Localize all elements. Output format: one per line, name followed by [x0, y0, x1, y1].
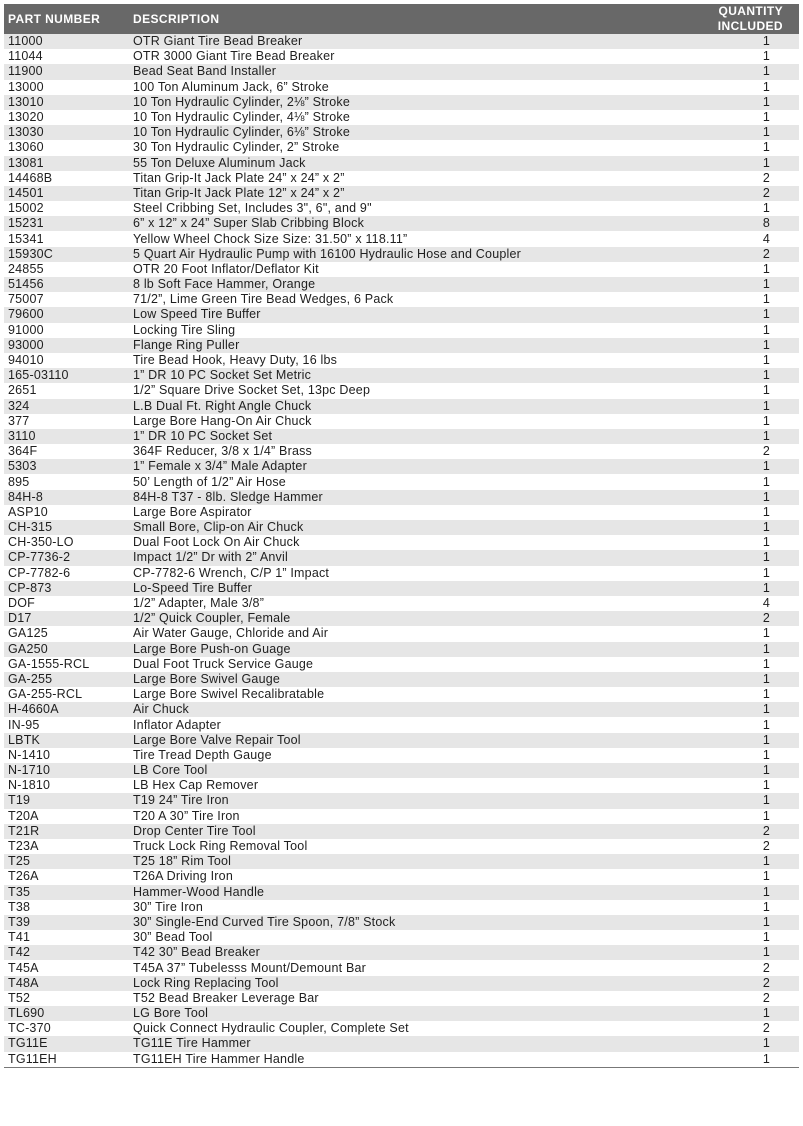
table-row	[4, 854, 799, 869]
description-cell: T20 A 30” Tire Iron	[129, 809, 654, 824]
table-row	[4, 171, 799, 186]
quantity-cell: 1	[654, 505, 799, 520]
part-number-cell: T21R	[4, 824, 129, 839]
table-row	[4, 140, 799, 155]
part-number-cell: H-4660A	[4, 702, 129, 717]
quantity-cell: 2	[654, 444, 799, 459]
description-cell: Drop Center Tire Tool	[129, 824, 654, 839]
quantity-cell: 1	[654, 262, 799, 277]
description-cell: Tire Tread Depth Gauge	[129, 748, 654, 763]
quantity-cell: 4	[654, 596, 799, 611]
part-number-cell: T38	[4, 900, 129, 915]
part-number-cell: ASP10	[4, 505, 129, 520]
part-number-cell: 13000	[4, 80, 129, 95]
quantity-cell: 1	[654, 323, 799, 338]
table-row	[4, 687, 799, 702]
description-cell: Impact 1/2” Dr with 2” Anvil	[129, 550, 654, 565]
parts-table	[4, 4, 799, 1068]
description-cell: 1” Female x 3/4” Male Adapter	[129, 459, 654, 474]
description-cell: TG11EH Tire Hammer Handle	[129, 1052, 654, 1068]
quantity-cell: 1	[654, 459, 799, 474]
description-cell: CP-7782-6 Wrench, C/P 1” Impact	[129, 566, 654, 581]
description-cell: Titan Grip-It Jack Plate 24” x 24” x 2”	[129, 171, 654, 186]
part-number-cell: 2651	[4, 383, 129, 398]
part-number-cell: T35	[4, 885, 129, 900]
quantity-cell: 1	[654, 809, 799, 824]
description-cell: Large Bore Aspirator	[129, 505, 654, 520]
quantity-cell: 1	[654, 945, 799, 960]
quantity-cell: 1	[654, 399, 799, 414]
table-row	[4, 839, 799, 854]
quantity-cell: 1	[654, 793, 799, 808]
quantity-cell: 1	[654, 429, 799, 444]
description-cell: Flange Ring Puller	[129, 338, 654, 353]
description-cell: 1” DR 10 PC Socket Set Metric	[129, 368, 654, 383]
description-cell: 10 Ton Hydraulic Cylinder, 4⅛” Stroke	[129, 110, 654, 125]
quantity-cell: 1	[654, 201, 799, 216]
quantity-cell: 2	[654, 839, 799, 854]
quantity-cell: 2	[654, 171, 799, 186]
part-number-cell: 11900	[4, 64, 129, 79]
table-row	[4, 581, 799, 596]
part-number-cell: 84H-8	[4, 490, 129, 505]
quantity-cell: 1	[654, 125, 799, 140]
quantity-cell: 1	[654, 566, 799, 581]
part-number-cell: 13030	[4, 125, 129, 140]
description-cell: T25 18” Rim Tool	[129, 854, 654, 869]
description-cell: L.B Dual Ft. Right Angle Chuck	[129, 399, 654, 414]
table-row	[4, 95, 799, 110]
description-cell: T19 24” Tire Iron	[129, 793, 654, 808]
part-number-cell: T23A	[4, 839, 129, 854]
part-number-cell: GA-1555-RCL	[4, 657, 129, 672]
part-number-cell: 11000	[4, 34, 129, 49]
description-cell: T26A Driving Iron	[129, 869, 654, 884]
table-row	[4, 672, 799, 687]
table-row	[4, 247, 799, 262]
table-row	[4, 156, 799, 171]
table-row	[4, 64, 799, 79]
description-cell: 8 lb Soft Face Hammer, Orange	[129, 277, 654, 292]
quantity-cell: 1	[654, 64, 799, 79]
part-number-cell: 13020	[4, 110, 129, 125]
part-number-cell: N-1410	[4, 748, 129, 763]
description-cell: Yellow Wheel Chock Size Size: 31.50” x 118.11”	[129, 231, 654, 246]
table-row	[4, 702, 799, 717]
part-number-cell: 3110	[4, 429, 129, 444]
description-cell: 5 Quart Air Hydraulic Pump with 16100 Hydraulic Hose and Coupler	[129, 247, 654, 262]
description-cell: Air Water Gauge, Chloride and Air	[129, 626, 654, 641]
description-cell: TG11E Tire Hammer	[129, 1036, 654, 1051]
table-row	[4, 657, 799, 672]
description-cell: T52 Bead Breaker Leverage Bar	[129, 991, 654, 1006]
table-body	[4, 34, 799, 1067]
part-number-cell: 324	[4, 399, 129, 414]
part-number-cell: TL690	[4, 1006, 129, 1021]
quantity-cell: 1	[654, 550, 799, 565]
quantity-cell: 1	[654, 520, 799, 535]
table-row	[4, 444, 799, 459]
table-row	[4, 869, 799, 884]
table-row	[4, 915, 799, 930]
part-number-cell: CP-7736-2	[4, 550, 129, 565]
quantity-cell: 1	[654, 763, 799, 778]
part-number-cell: TG11E	[4, 1036, 129, 1051]
table-row	[4, 505, 799, 520]
table-row	[4, 945, 799, 960]
quantity-cell: 2	[654, 611, 799, 626]
quantity-cell: 1	[654, 657, 799, 672]
description-cell: 30” Single-End Curved Tire Spoon, 7/8” Stock	[129, 915, 654, 930]
quantity-header: QUANTITY INCLUDED	[654, 4, 799, 34]
quantity-cell: 1	[654, 535, 799, 550]
part-number-cell: D17	[4, 611, 129, 626]
part-number-cell: 13010	[4, 95, 129, 110]
part-number-cell: CH-315	[4, 520, 129, 535]
table-row	[4, 566, 799, 581]
quantity-cell: 1	[654, 292, 799, 307]
table-row	[4, 292, 799, 307]
part-number-cell: GA125	[4, 626, 129, 641]
quantity-cell: 1	[654, 110, 799, 125]
quantity-cell: 1	[654, 626, 799, 641]
table-row	[4, 262, 799, 277]
description-cell: Bead Seat Band Installer	[129, 64, 654, 79]
quantity-cell: 1	[654, 353, 799, 368]
part-number-cell: LBTK	[4, 733, 129, 748]
part-number-cell: 15002	[4, 201, 129, 216]
table-row	[4, 976, 799, 991]
part-number-cell: T52	[4, 991, 129, 1006]
description-cell: Large Bore Push-on Guage	[129, 642, 654, 657]
table-row	[4, 383, 799, 398]
part-number-cell: N-1810	[4, 778, 129, 793]
quantity-cell: 1	[654, 34, 799, 49]
table-row	[4, 231, 799, 246]
part-number-cell: 11044	[4, 49, 129, 64]
quantity-cell: 1	[654, 900, 799, 915]
description-cell: 30” Tire Iron	[129, 900, 654, 915]
quantity-cell: 1	[654, 49, 799, 64]
quantity-cell: 8	[654, 216, 799, 231]
part-number-cell: T42	[4, 945, 129, 960]
table-row	[4, 885, 799, 900]
description-cell: Lo-Speed Tire Buffer	[129, 581, 654, 596]
description-cell: Truck Lock Ring Removal Tool	[129, 839, 654, 854]
part-number-cell: 24855	[4, 262, 129, 277]
table-row	[4, 368, 799, 383]
description-cell: Steel Cribbing Set, Includes 3", 6", and 9"	[129, 201, 654, 216]
table-row	[4, 748, 799, 763]
quantity-cell: 1	[654, 854, 799, 869]
quantity-cell: 1	[654, 474, 799, 489]
table-row	[4, 793, 799, 808]
quantity-cell: 1	[654, 307, 799, 322]
description-cell: Large Bore Valve Repair Tool	[129, 733, 654, 748]
description-cell: 55 Ton Deluxe Aluminum Jack	[129, 156, 654, 171]
table-row	[4, 186, 799, 201]
description-cell: 6” x 12” x 24” Super Slab Cribbing Block	[129, 216, 654, 231]
description-cell: Dual Foot Lock On Air Chuck	[129, 535, 654, 550]
part-number-cell: TC-370	[4, 1021, 129, 1036]
quantity-cell: 1	[654, 915, 799, 930]
part-number-cell: 79600	[4, 307, 129, 322]
part-number-cell: GA250	[4, 642, 129, 657]
description-cell: LB Core Tool	[129, 763, 654, 778]
table-row	[4, 490, 799, 505]
part-number-cell: 15930C	[4, 247, 129, 262]
part-number-cell: T45A	[4, 960, 129, 975]
description-cell: 1” DR 10 PC Socket Set	[129, 429, 654, 444]
description-cell: OTR 3000 Giant Tire Bead Breaker	[129, 49, 654, 64]
description-cell: OTR 20 Foot Inflator/Deflator Kit	[129, 262, 654, 277]
quantity-cell: 1	[654, 748, 799, 763]
quantity-cell: 1	[654, 1006, 799, 1021]
table-row	[4, 216, 799, 231]
description-cell: T42 30” Bead Breaker	[129, 945, 654, 960]
description-cell: 100 Ton Aluminum Jack, 6” Stroke	[129, 80, 654, 95]
table-row	[4, 596, 799, 611]
table-row	[4, 414, 799, 429]
table-row	[4, 34, 799, 49]
part-number-cell: 13081	[4, 156, 129, 171]
description-cell: 50’ Length of 1/2” Air Hose	[129, 474, 654, 489]
description-cell: Air Chuck	[129, 702, 654, 717]
table-row	[4, 338, 799, 353]
description-cell: Locking Tire Sling	[129, 323, 654, 338]
table-row	[4, 429, 799, 444]
part-number-cell: 13060	[4, 140, 129, 155]
table-row	[4, 733, 799, 748]
table-row	[4, 80, 799, 95]
part-number-cell: 895	[4, 474, 129, 489]
quantity-cell: 1	[654, 414, 799, 429]
part-number-cell: GA-255	[4, 672, 129, 687]
table-row	[4, 824, 799, 839]
table-row	[4, 125, 799, 140]
quantity-cell: 1	[654, 80, 799, 95]
description-cell: Small Bore, Clip-on Air Chuck	[129, 520, 654, 535]
description-cell: 1/2” Adapter, Male 3/8”	[129, 596, 654, 611]
quantity-cell: 1	[654, 778, 799, 793]
part-number-cell: CH-350-LO	[4, 535, 129, 550]
description-cell: 30 Ton Hydraulic Cylinder, 2” Stroke	[129, 140, 654, 155]
quantity-cell: 1	[654, 383, 799, 398]
description-cell: 1/2” Square Drive Socket Set, 13pc Deep	[129, 383, 654, 398]
part-number-cell: 364F	[4, 444, 129, 459]
description-cell: OTR Giant Tire Bead Breaker	[129, 34, 654, 49]
description-cell: Lock Ring Replacing Tool	[129, 976, 654, 991]
quantity-cell: 2	[654, 186, 799, 201]
description-cell: T45A 37” Tubelesss Mount/Demount Bar	[129, 960, 654, 975]
quantity-cell: 1	[654, 338, 799, 353]
description-cell: Titan Grip-It Jack Plate 12” x 24” x 2”	[129, 186, 654, 201]
part-number-cell: T25	[4, 854, 129, 869]
quantity-cell: 1	[654, 733, 799, 748]
quantity-cell: 1	[654, 702, 799, 717]
part-number-cell: T20A	[4, 809, 129, 824]
description-cell: 84H-8 T37 - 8lb. Sledge Hammer	[129, 490, 654, 505]
table-row	[4, 201, 799, 216]
description-cell: 71/2”, Lime Green Tire Bead Wedges, 6 Pack	[129, 292, 654, 307]
description-cell: LG Bore Tool	[129, 1006, 654, 1021]
description-cell: Quick Connect Hydraulic Coupler, Complete Set	[129, 1021, 654, 1036]
description-cell: LB Hex Cap Remover	[129, 778, 654, 793]
table-row	[4, 474, 799, 489]
part-number-cell: 15341	[4, 231, 129, 246]
quantity-cell: 1	[654, 95, 799, 110]
table-row	[4, 323, 799, 338]
part-number-header: PART NUMBER	[4, 4, 129, 34]
description-cell: Tire Bead Hook, Heavy Duty, 16 lbs	[129, 353, 654, 368]
quantity-cell: 1	[654, 156, 799, 171]
quantity-cell: 1	[654, 687, 799, 702]
quantity-cell: 1	[654, 930, 799, 945]
table-row	[4, 550, 799, 565]
description-cell: Large Bore Hang-On Air Chuck	[129, 414, 654, 429]
table-row	[4, 626, 799, 641]
table-row	[4, 809, 799, 824]
description-header: DESCRIPTION	[129, 4, 654, 34]
table-row	[4, 778, 799, 793]
table-row	[4, 459, 799, 474]
table-row	[4, 1006, 799, 1021]
quantity-cell: 2	[654, 1021, 799, 1036]
part-number-cell: T39	[4, 915, 129, 930]
table-row	[4, 1021, 799, 1036]
description-cell: Inflator Adapter	[129, 717, 654, 732]
description-cell: Dual Foot Truck Service Gauge	[129, 657, 654, 672]
part-number-cell: 14468B	[4, 171, 129, 186]
table-row	[4, 1036, 799, 1051]
part-number-cell: 93000	[4, 338, 129, 353]
quantity-cell: 2	[654, 976, 799, 991]
quantity-cell: 1	[654, 490, 799, 505]
description-cell: Hammer-Wood Handle	[129, 885, 654, 900]
quantity-cell: 1	[654, 1052, 799, 1068]
quantity-cell: 1	[654, 1036, 799, 1051]
table-row	[4, 1052, 799, 1068]
table-row	[4, 763, 799, 778]
quantity-cell: 2	[654, 991, 799, 1006]
part-number-cell: 15231	[4, 216, 129, 231]
part-number-cell: 94010	[4, 353, 129, 368]
part-number-cell: T26A	[4, 869, 129, 884]
table-row	[4, 960, 799, 975]
quantity-cell: 1	[654, 277, 799, 292]
header-row	[4, 4, 799, 34]
table-row	[4, 991, 799, 1006]
table-row	[4, 110, 799, 125]
part-number-cell: IN-95	[4, 717, 129, 732]
part-number-cell: 51456	[4, 277, 129, 292]
part-number-cell: 5303	[4, 459, 129, 474]
description-cell: 10 Ton Hydraulic Cylinder, 6⅛” Stroke	[129, 125, 654, 140]
part-number-cell: CP-873	[4, 581, 129, 596]
table-row	[4, 277, 799, 292]
table-row	[4, 307, 799, 322]
part-number-cell: GA-255-RCL	[4, 687, 129, 702]
quantity-cell: 2	[654, 960, 799, 975]
description-cell: 10 Ton Hydraulic Cylinder, 2⅛” Stroke	[129, 95, 654, 110]
part-number-cell: N-1710	[4, 763, 129, 778]
description-cell: 30” Bead Tool	[129, 930, 654, 945]
quantity-cell: 1	[654, 140, 799, 155]
quantity-cell: 1	[654, 869, 799, 884]
part-number-cell: T41	[4, 930, 129, 945]
description-cell: Large Bore Swivel Gauge	[129, 672, 654, 687]
quantity-cell: 1	[654, 672, 799, 687]
quantity-cell: 1	[654, 885, 799, 900]
quantity-cell: 2	[654, 247, 799, 262]
part-number-cell: 75007	[4, 292, 129, 307]
quantity-cell: 1	[654, 368, 799, 383]
quantity-cell: 4	[654, 231, 799, 246]
part-number-cell: 377	[4, 414, 129, 429]
part-number-cell: 91000	[4, 323, 129, 338]
quantity-cell: 2	[654, 824, 799, 839]
quantity-cell: 1	[654, 642, 799, 657]
part-number-cell: T48A	[4, 976, 129, 991]
table-row	[4, 353, 799, 368]
table-row	[4, 717, 799, 732]
table-row	[4, 900, 799, 915]
description-cell: 1/2” Quick Coupler, Female	[129, 611, 654, 626]
description-cell: Large Bore Swivel Recalibratable	[129, 687, 654, 702]
part-number-cell: 14501	[4, 186, 129, 201]
part-number-cell: 165-03110	[4, 368, 129, 383]
table-row	[4, 49, 799, 64]
table-row	[4, 611, 799, 626]
table-row	[4, 399, 799, 414]
part-number-cell: DOF	[4, 596, 129, 611]
table-row	[4, 642, 799, 657]
part-number-cell: T19	[4, 793, 129, 808]
table-header	[4, 4, 799, 34]
part-number-cell: CP-7782-6	[4, 566, 129, 581]
table-row	[4, 930, 799, 945]
table-row	[4, 535, 799, 550]
table-row	[4, 520, 799, 535]
part-number-cell: TG11EH	[4, 1052, 129, 1068]
description-cell: Low Speed Tire Buffer	[129, 307, 654, 322]
description-cell: 364F Reducer, 3/8 x 1/4” Brass	[129, 444, 654, 459]
quantity-cell: 1	[654, 717, 799, 732]
quantity-cell: 1	[654, 581, 799, 596]
